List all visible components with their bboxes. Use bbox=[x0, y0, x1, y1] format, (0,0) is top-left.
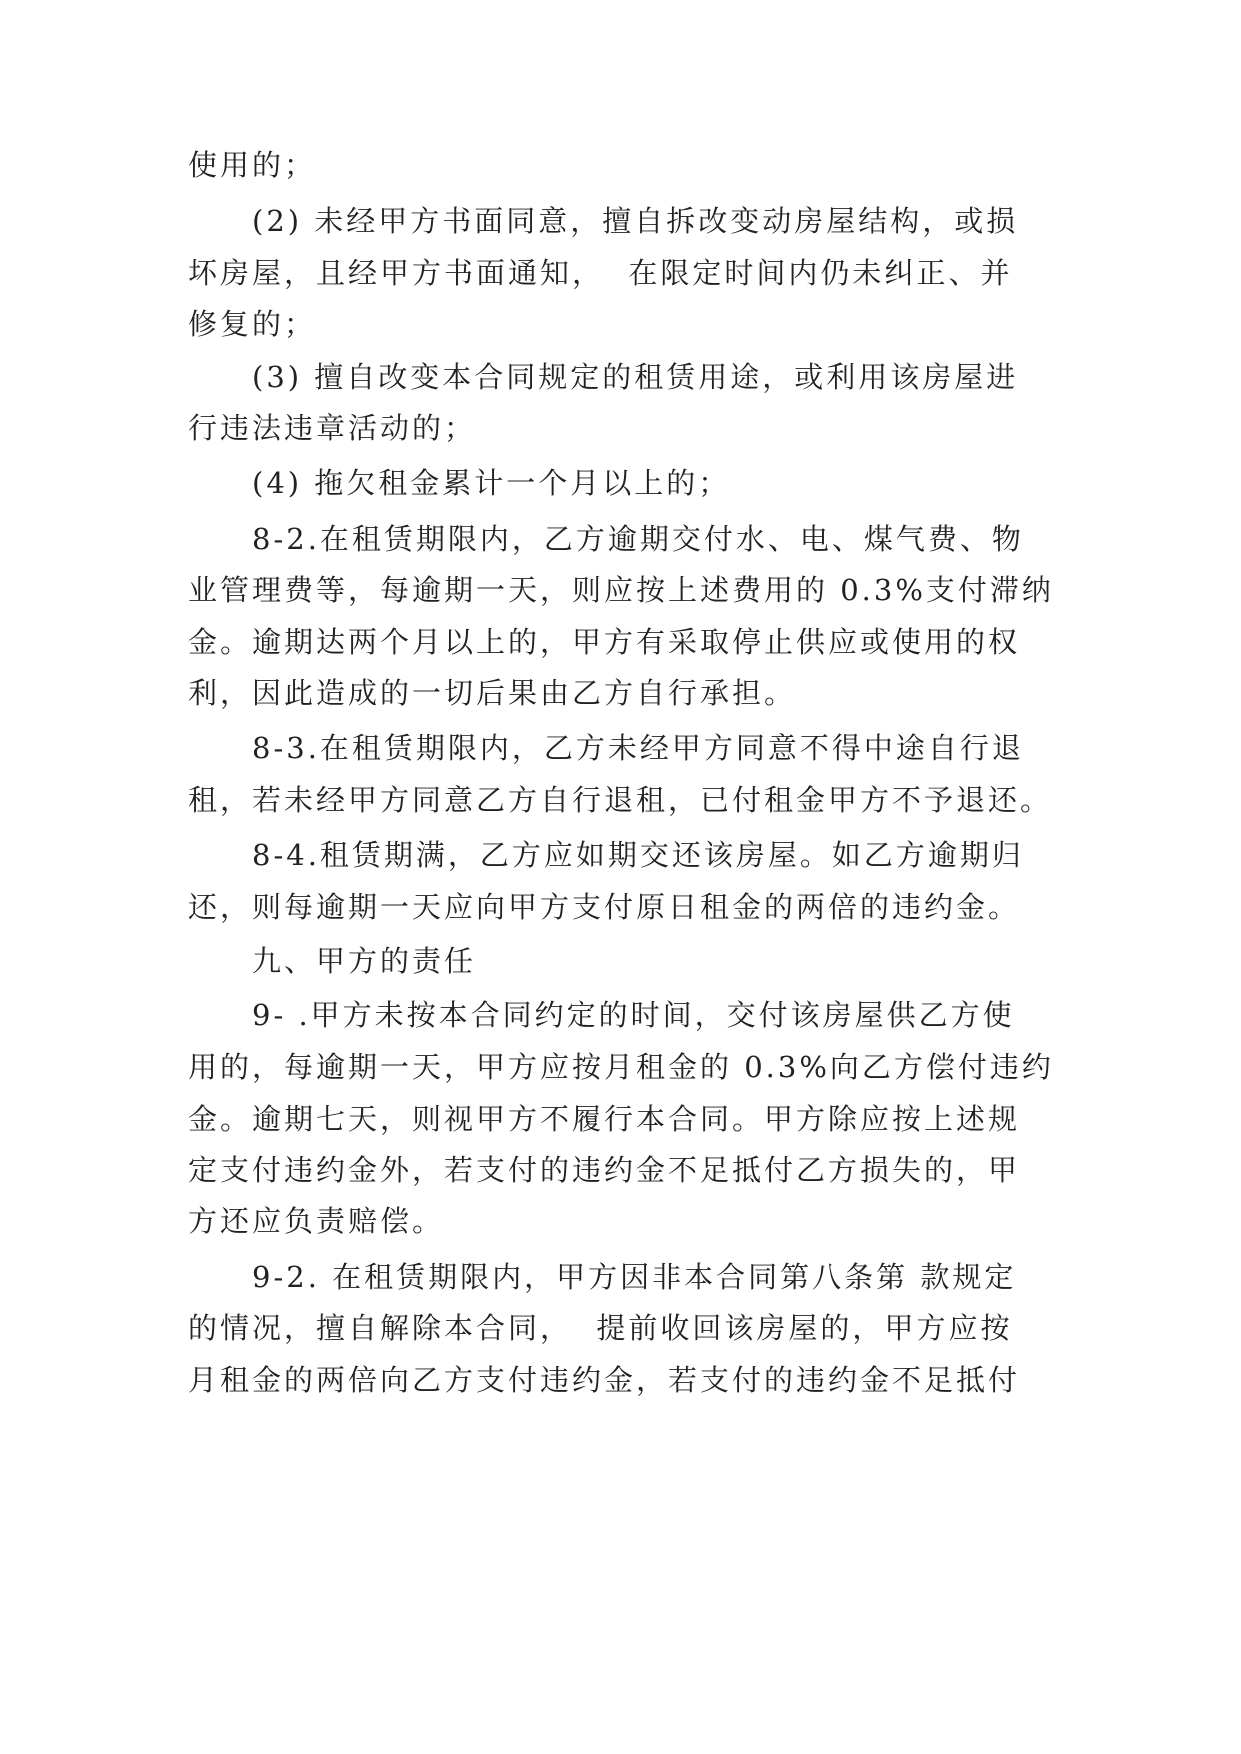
text-line: 方还应负责赔偿。 bbox=[188, 1204, 445, 1238]
text-line: 月租金的两倍向乙方支付违约金，若支付的违约金不足抵付 bbox=[188, 1363, 1021, 1397]
text-line: 9- .甲方未按本合同约定的时间，交付该房屋供乙方使 bbox=[252, 998, 1015, 1032]
text-line: 利，因此造成的一切后果由乙方自行承担。 bbox=[188, 676, 797, 710]
text-line: 使用的； bbox=[188, 148, 317, 182]
text-line: 金。逾期七天，则视甲方不履行本合同。甲方除应按上述规 bbox=[188, 1102, 1021, 1136]
text-line: (3) 擅自改变本合同规定的租赁用途，或利用该房屋进 bbox=[252, 360, 1019, 394]
text-line: 修复的； bbox=[188, 307, 317, 341]
text-line: 定支付违约金外，若支付的违约金不足抵付乙方损失的，甲 bbox=[188, 1153, 1021, 1187]
text-line: 还，则每逾期一天应向甲方支付原日租金的两倍的违约金。 bbox=[188, 890, 1021, 924]
text-line: 业管理费等，每逾期一天，则应按上述费用的 0.3%支付滞纳 bbox=[188, 573, 1054, 607]
text-line: 行违法违章活动的； bbox=[188, 411, 477, 445]
text-line: 金。逾期达两个月以上的，甲方有采取停止供应或使用的权 bbox=[188, 625, 1021, 659]
text-line: 8-2.在租赁期限内，乙方逾期交付水、电、煤气费、物 bbox=[252, 522, 1024, 556]
text-line: 租，若未经甲方同意乙方自行退租，已付租金甲方不予退还。 bbox=[188, 783, 1053, 817]
text-line: 8-4.租赁期满，乙方应如期交还该房屋。如乙方逾期归 bbox=[252, 838, 1024, 872]
text-line: 8-3.在租赁期限内，乙方未经甲方同意不得中途自行退 bbox=[252, 731, 1024, 765]
section-heading: 九、甲方的责任 bbox=[252, 944, 477, 978]
text-line: (2) 未经甲方书面同意，擅自拆改变动房屋结构，或损 bbox=[252, 204, 1019, 238]
text-line: 用的，每逾期一天，甲方应按月租金的 0.3%向乙方偿付违约 bbox=[188, 1050, 1054, 1084]
text-line: 的情况，擅自解除本合同， 提前收回该房屋的，甲方应按 bbox=[188, 1311, 1013, 1345]
text-line: (4) 拖欠租金累计一个月以上的； bbox=[252, 466, 731, 500]
text-line: 坏房屋，且经甲方书面通知， 在限定时间内仍未纠正、并 bbox=[188, 256, 1013, 290]
text-line: 9-2. 在租赁期限内，甲方因非本合同第八条第 款规定 bbox=[252, 1260, 1017, 1294]
